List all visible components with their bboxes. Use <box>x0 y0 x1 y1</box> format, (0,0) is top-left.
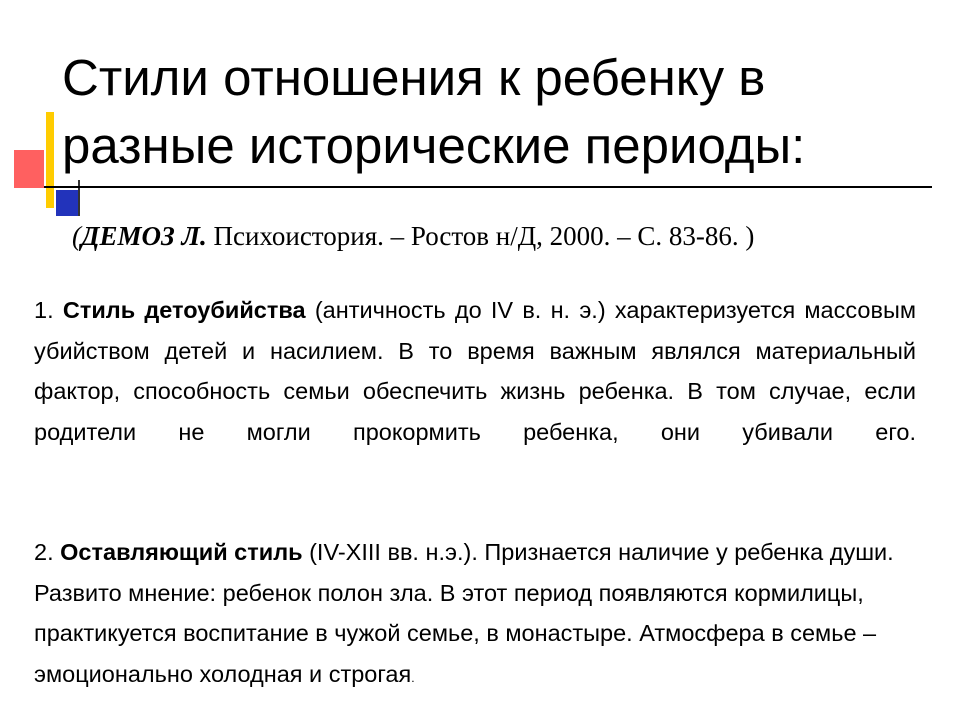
list-item-abandoning <box>34 532 916 698</box>
item-1-text: (античность до IV в. н. э.) характеризуется массовым убийством детей и насилием. В то время важным являлся материальный фактор, способность семьи обеспечить жизнь ребенка. В том случае, если родители не могли прокормить ребенка, они убивали его. <box>34 297 916 445</box>
slide-title <box>62 44 942 180</box>
item-1-number: 1. <box>34 297 63 323</box>
item-2-end-dot: . <box>411 670 415 685</box>
decor-yellow-bar <box>46 112 54 208</box>
slide-title-line-1: Стили отношения к ребенку в <box>62 49 766 106</box>
item-1-term: Стиль детоубийства <box>62 297 306 323</box>
list-item-infanticide <box>34 290 916 532</box>
citation <box>72 218 932 254</box>
item-2-text: (IV-XIII вв. н.э.). Признается наличие у ребенка души. Развито мнение: ребенок полон зла. В этот период появляются кормилицы, практикуется воспитание в чужой семье, в монастыре. Атмосфера в семье – эмоционально холодная и строгая <box>34 539 894 687</box>
citation-author: ДЕМОЗ Л. <box>81 221 207 251</box>
title-underline <box>44 186 932 188</box>
decor-blue-square <box>56 190 80 216</box>
item-2-number: 2. <box>34 539 61 565</box>
citation-source: Психоистория. – Ростов н/Д, 2000. – С. 83-86. ) <box>206 221 755 251</box>
item-2-term: Оставляющий стиль <box>60 539 303 565</box>
slide-title-line-2: разные исторические периоды: <box>62 117 806 174</box>
decor-red-square <box>14 150 44 188</box>
slide-body <box>34 290 916 698</box>
citation-open-paren: ( <box>72 221 81 251</box>
